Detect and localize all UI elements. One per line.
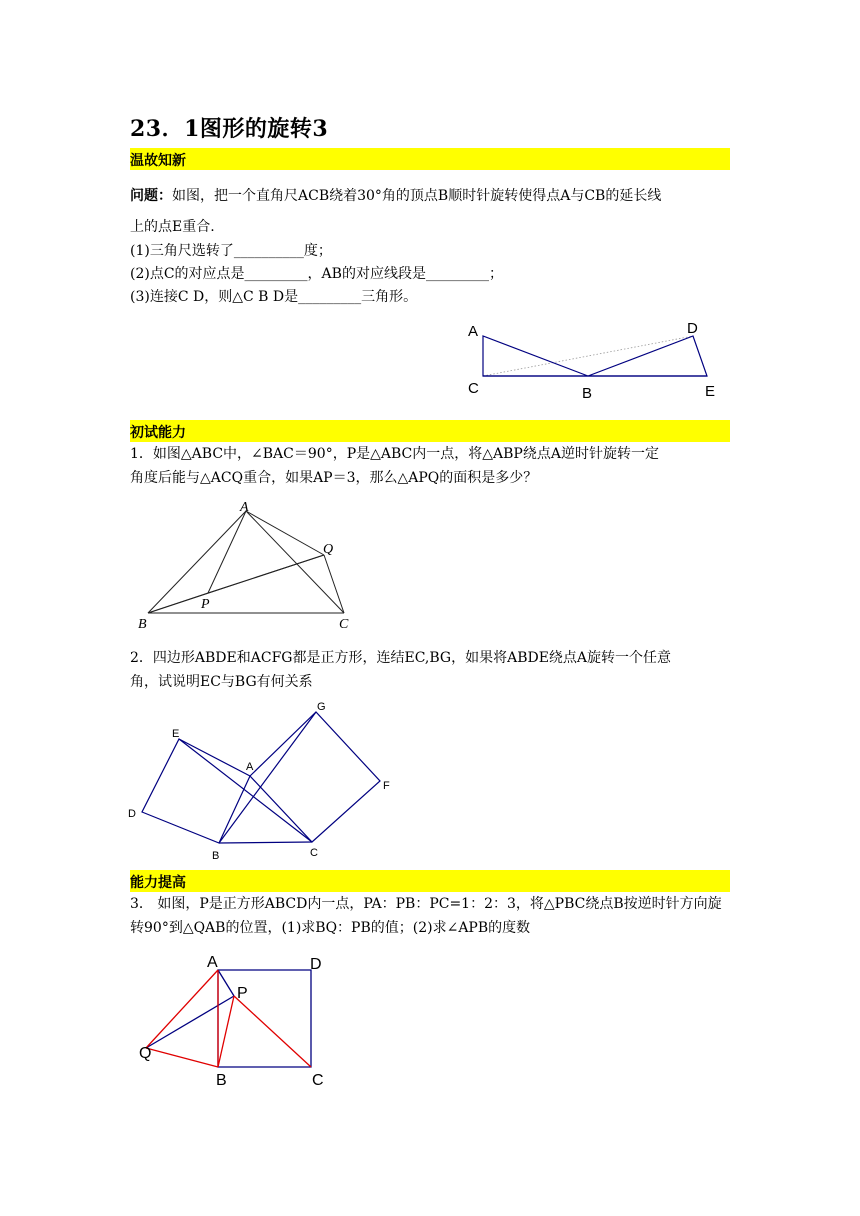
- label-q: Q: [139, 1045, 152, 1062]
- segment-ap: [208, 511, 246, 593]
- label-d: D: [310, 956, 322, 973]
- segment-bq: [148, 555, 324, 613]
- segment-ac: [246, 511, 344, 613]
- section-review-label: 温故知新: [130, 153, 186, 169]
- label-d: D: [128, 808, 136, 820]
- section-review-band: [130, 148, 730, 170]
- problem1-line2: 角度后能与△ACQ重合，如果AP＝3，那么△APQ的面积是多少？: [130, 470, 538, 486]
- triangle-dbe: [588, 336, 707, 376]
- segment-aq: [146, 970, 218, 1048]
- section-try-band: [130, 420, 730, 442]
- label-e: E: [705, 383, 716, 400]
- problem-label: 问题：: [130, 188, 172, 204]
- label-g: G: [317, 701, 326, 713]
- label-c: C: [339, 617, 349, 632]
- segment-qb: [146, 1048, 218, 1067]
- label-b: B: [216, 1072, 227, 1089]
- segment-bg: [219, 712, 316, 843]
- square-abcd: [218, 970, 311, 1067]
- segment-qp: [146, 996, 234, 1048]
- label-a: A: [246, 761, 254, 773]
- segment-qc: [324, 555, 344, 613]
- problem2-line2: 角，试说明EC与BG有何关系: [130, 674, 313, 690]
- problem2-line1: 2．四边形ABDE和ACFG都是正方形，连结EC,BG，如果将ABDE绕点A旋转一个任意: [130, 650, 672, 666]
- problem-intro-q2: (2)点C的对应点是_________，AB的对应线段是_________；: [130, 266, 503, 282]
- figure-triangle-abc-pq: [130, 495, 370, 635]
- label-q: Q: [323, 542, 334, 557]
- triangle-acb: [483, 336, 588, 376]
- problem-intro-line2: 上的点E重合.: [130, 219, 215, 235]
- segment-bc: [219, 842, 312, 843]
- segment-ap: [218, 970, 234, 996]
- label-p: P: [201, 597, 210, 612]
- label-e: E: [172, 728, 180, 740]
- figure-two-squares: [120, 695, 410, 867]
- segment-aq: [246, 511, 324, 555]
- problem-intro-line1: [130, 185, 661, 207]
- label-f: F: [383, 780, 390, 792]
- label-b: B: [212, 850, 220, 862]
- problem3-line2: 转90°到△QAB的位置，(1)求BQ：PB的值；(2)求∠APB的度数: [130, 920, 531, 936]
- segment-pc: [234, 996, 311, 1067]
- problem3-line1: 3． 如图，P是正方形ABCD内一点，PA：PB：PC=1：2：3，将△PBC绕点B按逆时针方向旋: [130, 896, 722, 912]
- label-c: C: [468, 380, 479, 397]
- section-improve-band: [130, 870, 730, 892]
- segment-bp: [218, 996, 234, 1067]
- label-c: C: [312, 1072, 324, 1089]
- segment-ec: [179, 739, 312, 842]
- label-b: B: [138, 617, 147, 632]
- label-a: A: [468, 323, 479, 340]
- square-abde: [142, 739, 250, 843]
- label-d: D: [687, 320, 698, 337]
- segment-ab: [148, 511, 246, 613]
- section-improve-label: 能力提高: [130, 875, 186, 891]
- figure-square-abcd-rotation: [130, 950, 340, 1095]
- problem-intro-q3: (3)连接C D，则△C B D是_________三角形。: [130, 289, 418, 305]
- figure-right-triangle-rotation: [455, 318, 735, 408]
- label-p: P: [237, 985, 248, 1002]
- label-a: A: [240, 500, 249, 515]
- label-b: B: [582, 385, 593, 402]
- section-try-label: 初试能力: [130, 425, 186, 441]
- page-title: 23．1图形的旋转3: [130, 116, 329, 142]
- label-c: C: [310, 847, 318, 859]
- problem1-line1: 1．如图△ABC中，∠BAC＝90°，P是△ABC内一点，将△ABP绕点A逆时针旋转一定: [130, 446, 659, 462]
- problem-intro-q1: (1)三角尺选转了__________度；: [130, 243, 332, 259]
- square-acfg: [250, 712, 380, 842]
- problem-intro-text1: 如图，把一个直角尺ACB绕着30°角的顶点B顺时针旋转使得点A与CB的延长线: [172, 188, 662, 204]
- label-a: A: [207, 954, 218, 971]
- dotted-line-cd: [483, 336, 693, 376]
